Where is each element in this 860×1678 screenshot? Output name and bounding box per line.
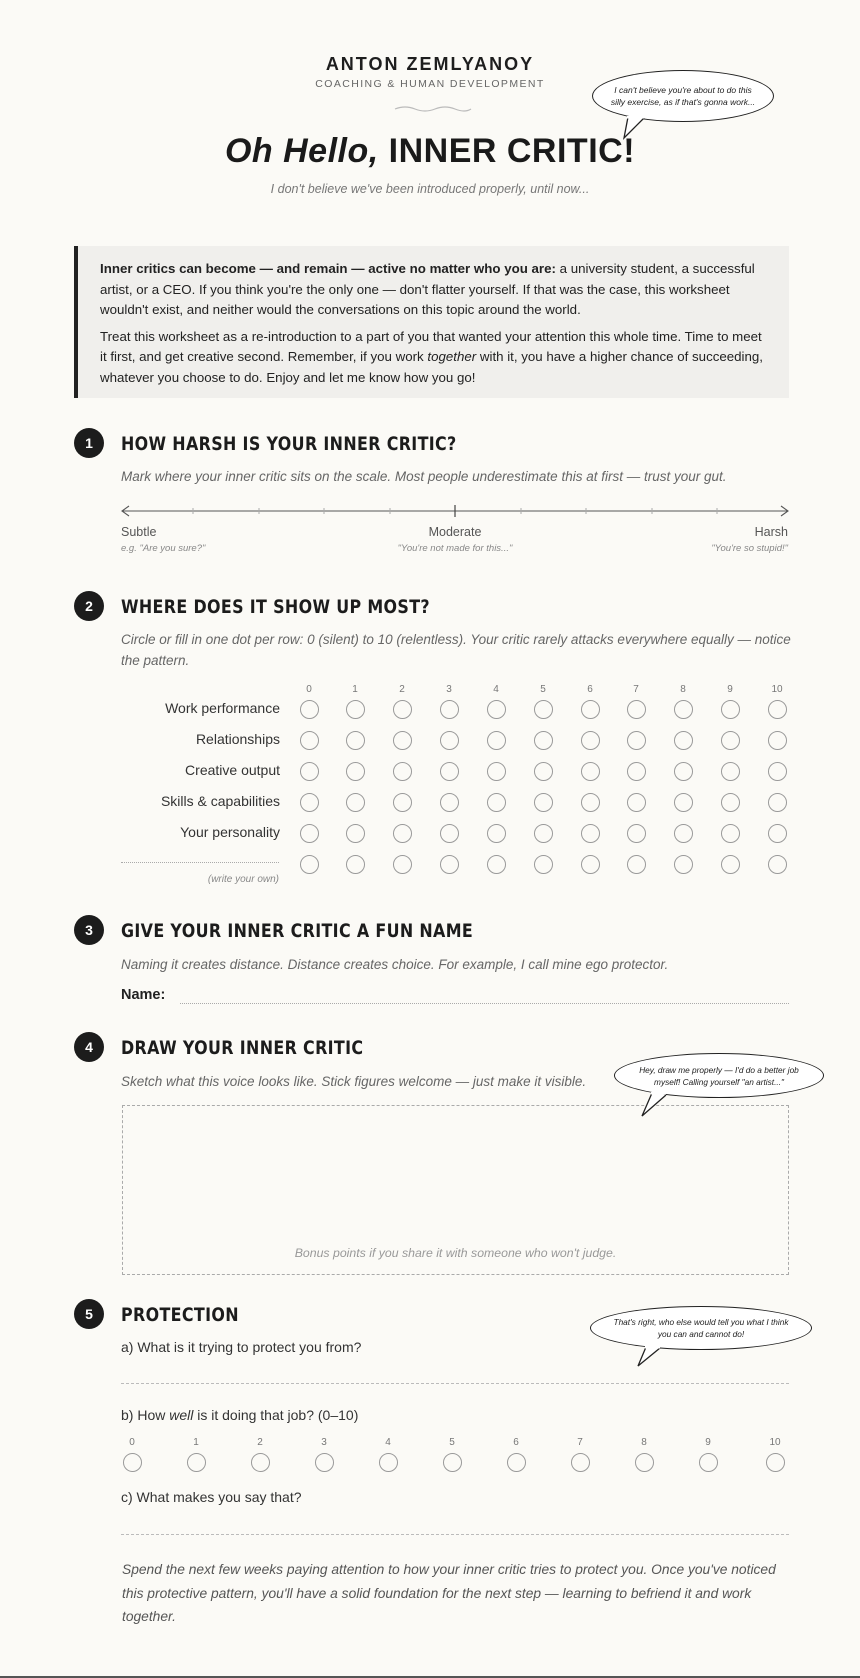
rating-number: 9 <box>705 1437 711 1448</box>
brand-name: ANTON ZEMLYANOY <box>325 54 535 74</box>
rating-number: 7 <box>577 1437 583 1448</box>
grid-column-number: 9 <box>727 684 733 695</box>
rating-dot[interactable] <box>393 731 412 750</box>
rating-dot[interactable] <box>346 731 365 750</box>
rating-dot[interactable] <box>315 1453 334 1472</box>
speech-bubble-draw: Hey, draw me properly — I'd do a better job myself! Calling yourself "an artist..." <box>614 1053 824 1098</box>
rating-number: 1 <box>193 1437 199 1448</box>
page-subtitle: I don't believe we've been introduced properly, until now... <box>270 182 590 196</box>
rating-dot[interactable] <box>379 1453 398 1472</box>
question-b: b) How well is it doing that job? (0–10) <box>121 1407 359 1423</box>
rating-dot[interactable] <box>581 731 600 750</box>
rating-dot[interactable] <box>627 824 646 843</box>
speech-bubble-tail-protection <box>634 1346 674 1368</box>
rating-dot[interactable] <box>346 762 365 781</box>
rating-number: 8 <box>641 1437 647 1448</box>
rating-dot[interactable] <box>581 793 600 812</box>
speech-bubble-tail <box>622 116 662 140</box>
rating-dot[interactable] <box>251 1453 270 1472</box>
rating-dot[interactable] <box>674 855 693 874</box>
rating-dot[interactable] <box>300 700 319 719</box>
rating-dot[interactable] <box>768 700 787 719</box>
rating-number: 10 <box>769 1437 781 1448</box>
rating-dot[interactable] <box>674 762 693 781</box>
rating-dot[interactable] <box>393 855 412 874</box>
rating-dot[interactable] <box>768 731 787 750</box>
section-title-4: DRAW YOUR INNER CRITIC <box>121 1038 364 1059</box>
rating-dot[interactable] <box>768 824 787 843</box>
rating-number: 4 <box>385 1437 391 1448</box>
grid-row-label: Creative output <box>185 762 280 778</box>
rating-dot[interactable] <box>393 824 412 843</box>
grid-column-number: 3 <box>446 684 452 695</box>
section-subtitle-1: Mark where your inner critic sits on the scale. Most people underestimate this at first — trust your gut. <box>121 469 727 484</box>
grid-row-label: Your personality <box>180 824 280 840</box>
section-subtitle-3: Naming it creates distance. Distance creates choice. For example, I call mine ego protector. <box>121 957 669 972</box>
rating-dot[interactable] <box>721 824 740 843</box>
rating-dot[interactable] <box>627 700 646 719</box>
rating-dot[interactable] <box>346 824 365 843</box>
rating-dot[interactable] <box>393 793 412 812</box>
section-number-1: 1 <box>74 428 104 458</box>
section-number-5: 5 <box>74 1299 104 1329</box>
rating-dot[interactable] <box>768 793 787 812</box>
rating-dot[interactable] <box>581 855 600 874</box>
scale-example-subtle: e.g. "Are you sure?" <box>121 543 206 554</box>
rating-dot[interactable] <box>346 855 365 874</box>
rating-dot[interactable] <box>300 731 319 750</box>
rating-number: 6 <box>513 1437 519 1448</box>
rating-dot[interactable] <box>300 824 319 843</box>
section-number-2: 2 <box>74 591 104 621</box>
rating-dot[interactable] <box>768 855 787 874</box>
brand-tagline: COACHING & HUMAN DEVELOPMENT <box>315 78 545 90</box>
section-title-2: WHERE DOES IT SHOW UP MOST? <box>121 597 430 618</box>
rating-dot[interactable] <box>300 855 319 874</box>
rating-dot[interactable] <box>635 1453 654 1472</box>
page-title: Oh Hello, INNER CRITIC! <box>224 132 636 170</box>
rating-dot[interactable] <box>581 700 600 719</box>
rating-dot[interactable] <box>581 824 600 843</box>
rating-dot[interactable] <box>721 793 740 812</box>
rating-dot[interactable] <box>534 824 553 843</box>
rating-dot[interactable] <box>393 762 412 781</box>
rating-dot[interactable] <box>534 855 553 874</box>
closing-paragraph: Spend the next few weeks paying attention to how your inner critic tries to protect you. Once you've noticed this protective pattern, you'll have a solid foundation for the next step — learning to befriend it and work together. <box>122 1562 776 1624</box>
section-subtitle-4: Sketch what this voice looks like. Stick figures welcome — just make it visible. <box>121 1074 587 1089</box>
section-title-1: HOW HARSH IS YOUR INNER CRITIC? <box>121 434 457 455</box>
rating-dot[interactable] <box>674 731 693 750</box>
grid-column-number: 1 <box>352 684 358 695</box>
intro-box <box>74 246 789 398</box>
grid-row-label: Work performance <box>165 700 280 716</box>
rating-dot[interactable] <box>346 700 365 719</box>
speech-bubble-header: I can't believe you're about to do this silly exercise, as if that's gonna work... <box>592 70 774 122</box>
intro-paragraph-1: Inner critics can become — and remain — active no matter who you are: a university student, a successful artist, or a CEO. If you think you're the only one — don't flatter yourself. If that was the case, this worksheet wouldn't exist, and neither would the conversations on this topic around the world. <box>100 261 755 317</box>
rating-number: 3 <box>321 1437 327 1448</box>
rating-dot[interactable] <box>721 731 740 750</box>
grid-column-number: 2 <box>399 684 405 695</box>
grid-column-number: 8 <box>680 684 686 695</box>
answer-line-c[interactable] <box>121 1534 789 1535</box>
question-c: c) What makes you say that? <box>121 1489 302 1505</box>
rating-dot[interactable] <box>346 793 365 812</box>
rating-dot[interactable] <box>440 855 459 874</box>
write-own-line[interactable] <box>121 862 279 863</box>
rating-dot[interactable] <box>721 855 740 874</box>
grid-column-number: 10 <box>771 684 783 695</box>
rating-dot[interactable] <box>627 793 646 812</box>
rating-dot[interactable] <box>487 700 506 719</box>
rating-dot[interactable] <box>393 700 412 719</box>
rating-dot[interactable] <box>440 700 459 719</box>
rating-dot[interactable] <box>487 762 506 781</box>
grid-column-number: 4 <box>493 684 499 695</box>
rating-dot[interactable] <box>721 700 740 719</box>
rating-dot[interactable] <box>674 793 693 812</box>
grid-column-number: 6 <box>587 684 593 695</box>
section-title-5: PROTECTION <box>121 1305 239 1326</box>
rating-dot[interactable] <box>440 731 459 750</box>
grid-row-label: Skills & capabilities <box>160 793 280 809</box>
name-input-line[interactable] <box>180 1003 789 1004</box>
intro-paragraph-2: Treat this worksheet as a re-introduction to a part of you that wanted your attention this whole time. Time to meet it first, and get creative second. Remember, if you work together with it, you have a higher chance of succeeding, whatever you choose to do. Enjoy and let me know how you go! <box>100 328 763 385</box>
scale-label-subtle: Subtle <box>121 525 157 539</box>
grid-column-number: 5 <box>540 684 546 695</box>
rating-dot[interactable] <box>627 731 646 750</box>
rating-dot[interactable] <box>766 1453 785 1472</box>
scale-example-harsh: "You're so stupid!" <box>711 543 788 554</box>
write-own-label: (write your own) <box>207 874 279 885</box>
rating-dot[interactable] <box>440 824 459 843</box>
divider-squiggle <box>393 104 473 114</box>
section-subtitle-2: Circle or fill in one dot per row: 0 (silent) to 10 (relentless). Your critic rarely attacks everywhere equally — notice the pattern. <box>121 632 791 668</box>
rating-dot[interactable] <box>487 824 506 843</box>
rating-dot[interactable] <box>487 793 506 812</box>
rating-dot[interactable] <box>571 1453 590 1472</box>
speech-bubble-protection: That's right, who else would tell you what I think you can and cannot do! <box>590 1306 812 1350</box>
rating-dot[interactable] <box>534 731 553 750</box>
rating-dot[interactable] <box>534 700 553 719</box>
rating-dot[interactable] <box>300 793 319 812</box>
rating-dot[interactable] <box>487 731 506 750</box>
speech-bubble-tail-draw <box>638 1092 678 1118</box>
question-a: a) What is it trying to protect you from? <box>121 1339 362 1355</box>
name-label: Name: <box>121 987 166 1003</box>
rating-dot[interactable] <box>187 1453 206 1472</box>
drawing-note: Bonus points if you share it with someone who won't judge. <box>294 1246 617 1260</box>
grid-column-number: 7 <box>633 684 639 695</box>
section-title-3: GIVE YOUR INNER CRITIC A FUN NAME <box>121 921 474 942</box>
scale-label-harsh: Harsh <box>754 525 788 539</box>
harshness-scale[interactable] <box>120 500 790 524</box>
section-number-4: 4 <box>74 1032 104 1062</box>
rating-dot[interactable] <box>627 855 646 874</box>
rating-dot[interactable] <box>674 700 693 719</box>
rating-dot[interactable] <box>123 1453 142 1472</box>
rating-dot[interactable] <box>507 1453 526 1472</box>
scale-label-moderate: Moderate <box>428 525 482 539</box>
rating-number: 0 <box>129 1437 135 1448</box>
rating-dot[interactable] <box>440 762 459 781</box>
rating-dot[interactable] <box>300 762 319 781</box>
rating-dot[interactable] <box>440 793 459 812</box>
rating-number: 5 <box>449 1437 455 1448</box>
rating-number: 2 <box>257 1437 263 1448</box>
rating-dot[interactable] <box>768 762 787 781</box>
grid-row-label: Relationships <box>195 731 280 747</box>
answer-line-a[interactable] <box>121 1383 789 1384</box>
rating-dot[interactable] <box>581 762 600 781</box>
rating-dot[interactable] <box>627 762 646 781</box>
rating-dot[interactable] <box>443 1453 462 1472</box>
rating-dot[interactable] <box>534 762 553 781</box>
scale-example-moderate: "You're not made for this..." <box>397 543 513 554</box>
rating-dot[interactable] <box>487 855 506 874</box>
rating-dot[interactable] <box>699 1453 718 1472</box>
rating-dot[interactable] <box>674 824 693 843</box>
grid-column-number: 0 <box>306 684 312 695</box>
section-number-3: 3 <box>74 915 104 945</box>
rating-dot[interactable] <box>534 793 553 812</box>
rating-dot[interactable] <box>721 762 740 781</box>
